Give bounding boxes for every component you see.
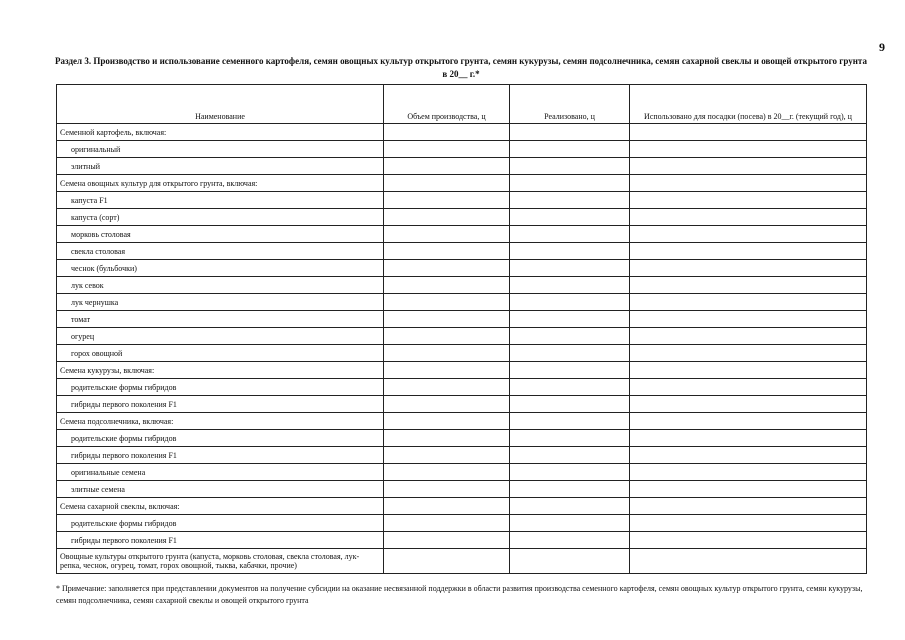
table-row	[57, 515, 867, 532]
table-row	[57, 464, 867, 481]
sold-cell[interactable]	[510, 396, 630, 413]
table-row	[57, 141, 867, 158]
production-volume-cell[interactable]	[384, 311, 510, 328]
used-for-planting-cell[interactable]	[630, 192, 867, 209]
used-for-planting-cell[interactable]	[630, 396, 867, 413]
sold-cell[interactable]	[510, 498, 630, 515]
sold-cell[interactable]	[510, 277, 630, 294]
table-row	[57, 243, 867, 260]
used-for-planting-cell[interactable]	[630, 430, 867, 447]
table-row	[57, 209, 867, 226]
used-for-planting-cell[interactable]	[630, 226, 867, 243]
sold-cell[interactable]	[510, 175, 630, 192]
used-for-planting-cell[interactable]	[630, 141, 867, 158]
used-for-planting-cell[interactable]	[630, 294, 867, 311]
row-label: гибриды первого поколения F1	[57, 396, 384, 413]
header-name: Наименование	[57, 85, 384, 124]
row-label: оригинальные семена	[57, 464, 384, 481]
table-row	[57, 362, 867, 379]
production-volume-cell[interactable]	[384, 515, 510, 532]
row-label: элитные семена	[57, 481, 384, 498]
sold-cell[interactable]	[510, 226, 630, 243]
sold-cell[interactable]	[510, 515, 630, 532]
used-for-planting-cell[interactable]	[630, 464, 867, 481]
used-for-planting-cell[interactable]	[630, 209, 867, 226]
table-body	[57, 124, 867, 574]
used-for-planting-cell[interactable]	[630, 328, 867, 345]
production-volume-cell[interactable]	[384, 481, 510, 498]
page-number: 9	[879, 40, 885, 54]
used-for-planting-cell[interactable]	[630, 413, 867, 430]
table-row	[57, 481, 867, 498]
used-for-planting-cell[interactable]	[630, 481, 867, 498]
used-for-planting-cell[interactable]	[630, 260, 867, 277]
production-volume-cell[interactable]	[384, 447, 510, 464]
sold-cell[interactable]	[510, 311, 630, 328]
table-row	[57, 226, 867, 243]
production-volume-cell[interactable]	[384, 243, 510, 260]
used-for-planting-cell[interactable]	[630, 277, 867, 294]
used-for-planting-cell[interactable]	[630, 362, 867, 379]
table-row	[57, 549, 867, 574]
table-header-row	[57, 85, 867, 124]
table-row	[57, 192, 867, 209]
sold-cell[interactable]	[510, 192, 630, 209]
table-row	[57, 413, 867, 430]
header-production-volume: Объем производства, ц	[384, 85, 510, 124]
row-label: лук чернушка	[57, 294, 384, 311]
table-row	[57, 311, 867, 328]
sold-cell[interactable]	[510, 549, 630, 574]
sold-cell[interactable]	[510, 209, 630, 226]
row-label: лук севок	[57, 277, 384, 294]
section-title-line1: Раздел 3. Производство и использование семенного картофеля, семян овощных культур открытого грунта, семян кукурузы, семян подсолнечника, семян сахарной свеклы и овощей открытого грунта	[55, 56, 867, 66]
row-label: томат	[57, 311, 384, 328]
production-volume-cell[interactable]	[384, 209, 510, 226]
production-volume-cell[interactable]	[384, 464, 510, 481]
table-row	[57, 447, 867, 464]
footnote: * Примечание: заполняется при представлении документов на получение субсидии на оказание несвязанной поддержки в области развития производства семенного картофеля, семян овощных культур открытого грунта, семян кукурузы, семян подсолнечника, семян сахарной свеклы и овощей открытого грунта	[56, 584, 863, 605]
used-for-planting-cell[interactable]	[630, 175, 867, 192]
sold-cell[interactable]	[510, 481, 630, 498]
sold-cell[interactable]	[510, 345, 630, 362]
sold-cell[interactable]	[510, 124, 630, 141]
production-volume-cell[interactable]	[384, 345, 510, 362]
row-label: оригинальный	[57, 141, 384, 158]
used-for-planting-cell[interactable]	[630, 379, 867, 396]
row-label: свекла столовая	[57, 243, 384, 260]
production-volume-cell[interactable]	[384, 549, 510, 574]
row-label: родительские формы гибридов	[57, 430, 384, 447]
production-volume-cell[interactable]	[384, 277, 510, 294]
header-used-for-planting: Использовано для посадки (посева) в 20__г. (текущий год), ц	[630, 85, 867, 124]
production-volume-cell[interactable]	[384, 498, 510, 515]
sold-cell[interactable]	[510, 430, 630, 447]
used-for-planting-cell[interactable]	[630, 345, 867, 362]
sold-cell[interactable]	[510, 362, 630, 379]
table-row	[57, 277, 867, 294]
table-row	[57, 124, 867, 141]
table-row	[57, 328, 867, 345]
production-volume-cell[interactable]	[384, 379, 510, 396]
used-for-planting-cell[interactable]	[630, 447, 867, 464]
row-label: родительские формы гибридов	[57, 515, 384, 532]
table-row	[57, 430, 867, 447]
table-row	[57, 345, 867, 362]
sold-cell[interactable]	[510, 158, 630, 175]
row-label: огурец	[57, 328, 384, 345]
production-volume-cell[interactable]	[384, 413, 510, 430]
row-label: горох овощной	[57, 345, 384, 362]
production-volume-cell[interactable]	[384, 192, 510, 209]
sold-cell[interactable]	[510, 413, 630, 430]
used-for-planting-cell[interactable]	[630, 549, 867, 574]
sold-cell[interactable]	[510, 294, 630, 311]
production-volume-cell[interactable]	[384, 430, 510, 447]
sold-cell[interactable]	[510, 379, 630, 396]
row-label: Семенной картофель, включая:	[57, 124, 384, 141]
sold-cell[interactable]	[510, 141, 630, 158]
production-volume-cell[interactable]	[384, 294, 510, 311]
production-table	[56, 84, 867, 574]
row-label: чеснок (бульбочки)	[57, 260, 384, 277]
row-label: Семена сахарной свеклы, включая:	[57, 498, 384, 515]
used-for-planting-cell[interactable]	[630, 158, 867, 175]
production-volume-cell[interactable]	[384, 396, 510, 413]
sold-cell[interactable]	[510, 243, 630, 260]
table-row	[57, 158, 867, 175]
used-for-planting-cell[interactable]	[630, 124, 867, 141]
row-label: капуста (сорт)	[57, 209, 384, 226]
row-label: капуста F1	[57, 192, 384, 209]
section-title	[40, 55, 882, 81]
row-label: морковь столовая	[57, 226, 384, 243]
used-for-planting-cell[interactable]	[630, 311, 867, 328]
row-label: элитный	[57, 158, 384, 175]
row-label: гибриды первого поколения F1	[57, 532, 384, 549]
used-for-planting-cell[interactable]	[630, 515, 867, 532]
used-for-planting-cell[interactable]	[630, 243, 867, 260]
row-label: Семена кукурузы, включая:	[57, 362, 384, 379]
used-for-planting-cell[interactable]	[630, 498, 867, 515]
header-sold: Реализовано, ц	[510, 85, 630, 124]
sold-cell[interactable]	[510, 447, 630, 464]
row-label: Овощные культуры открытого грунта (капуста, морковь столовая, свекла столовая, лук-репка, чеснок, огурец, томат, горох овощной, тыква, кабачки, прочие)	[57, 549, 384, 574]
production-volume-cell[interactable]	[384, 362, 510, 379]
sold-cell[interactable]	[510, 260, 630, 277]
used-for-planting-cell[interactable]	[630, 532, 867, 549]
production-volume-cell[interactable]	[384, 175, 510, 192]
production-volume-cell[interactable]	[384, 260, 510, 277]
production-volume-cell[interactable]	[384, 532, 510, 549]
production-volume-cell[interactable]	[384, 158, 510, 175]
table-row	[57, 175, 867, 192]
production-volume-cell[interactable]	[384, 328, 510, 345]
table-row	[57, 396, 867, 413]
table-row	[57, 260, 867, 277]
section-title-line2: в 20__ г.*	[442, 69, 480, 79]
row-label: Семена подсолнечника, включая:	[57, 413, 384, 430]
row-label: Семена овощных культур для открытого грунта, включая:	[57, 175, 384, 192]
row-label: родительские формы гибридов	[57, 379, 384, 396]
table-row	[57, 532, 867, 549]
sold-cell[interactable]	[510, 532, 630, 549]
table-row	[57, 498, 867, 515]
sold-cell[interactable]	[510, 464, 630, 481]
table-row	[57, 379, 867, 396]
production-volume-cell[interactable]	[384, 141, 510, 158]
table-row	[57, 294, 867, 311]
production-volume-cell[interactable]	[384, 124, 510, 141]
row-label: гибриды первого поколения F1	[57, 447, 384, 464]
sold-cell[interactable]	[510, 328, 630, 345]
production-volume-cell[interactable]	[384, 226, 510, 243]
